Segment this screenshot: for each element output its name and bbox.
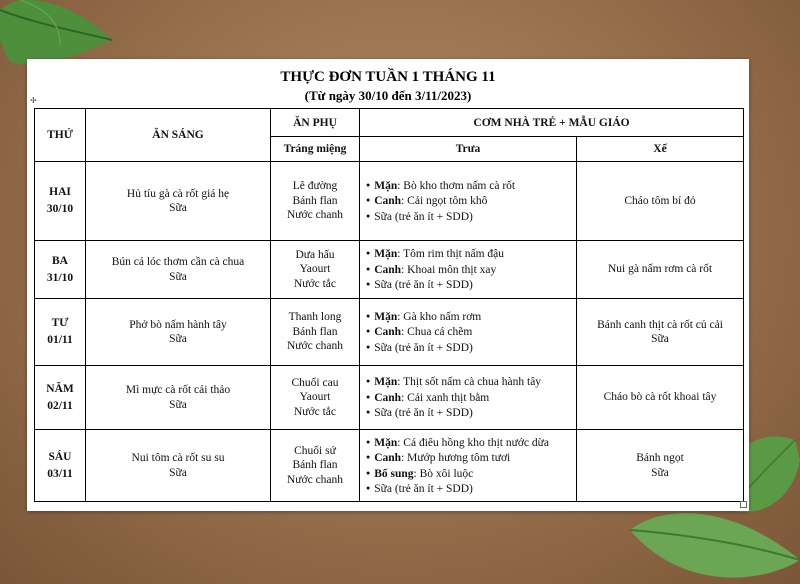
day-date: 01/11 (47, 334, 73, 346)
lunch-item-label: Canh (374, 195, 402, 208)
lunch-item-label: Mặn (374, 179, 398, 192)
menu-row (35, 299, 744, 366)
header-breakfast: ĂN SÁNG (86, 109, 271, 162)
lunch-item (366, 435, 572, 451)
cell-line: Bánh ngọt (636, 452, 684, 464)
lunch-item-text: : Khoai môn thịt xay (401, 263, 497, 276)
cell-line: Cháo bò cà rốt khoai tây (603, 391, 717, 404)
cell-line: Hủ tíu gà cà rốt giá hẹ (126, 187, 230, 200)
weekly-menu-table (34, 108, 744, 502)
day-day: HAI (49, 186, 71, 198)
breakfast-cell (86, 366, 271, 430)
afternoon-cell (577, 299, 744, 366)
day-day: SÁU (48, 450, 72, 463)
menu-row (35, 162, 744, 241)
cell-line: Bánh flan (292, 459, 338, 472)
day-cell (35, 430, 86, 502)
lunch-item-text: : Bò xôi luộc (413, 467, 474, 480)
lunch-item (366, 324, 572, 340)
day-day: NĂM (46, 382, 74, 395)
lunch-item (366, 209, 572, 225)
lunch-cell (360, 162, 577, 241)
lunch-cell (360, 366, 577, 430)
lunch-item-label: Canh (374, 326, 402, 339)
lunch-item (366, 466, 572, 482)
dessert-cell (271, 241, 360, 299)
lunch-item-text: : Cải xanh thịt bằm (401, 391, 490, 404)
cell-line: Sữa (169, 333, 187, 345)
header-main-meal: CƠM NHÀ TRẺ + MẪU GIÁO (360, 109, 744, 137)
cell-line: Phở bò nấm hành tây (129, 318, 227, 331)
cell-line: Nước chanh (286, 473, 344, 486)
cell-line: Sữa (651, 466, 669, 479)
cell-line: Nước chanh (286, 340, 344, 353)
lunch-item (366, 405, 572, 421)
lunch-item (366, 193, 572, 209)
lunch-item-text: Sữa (trẻ ăn ít + SDD) (374, 341, 473, 354)
day-cell (35, 241, 86, 299)
lunch-item-label: Mặn (374, 248, 398, 261)
day-day: TƯ (51, 317, 69, 329)
lunch-item (366, 481, 572, 497)
cell-line: Nui gà nấm rơm cà rốt (607, 263, 713, 276)
cell-line: Cháo tôm bí đỏ (624, 194, 696, 207)
afternoon-cell (577, 366, 744, 430)
menu-card (27, 59, 749, 511)
lunch-cell (360, 430, 577, 502)
lunch-item-label: Canh (374, 391, 402, 404)
header-afternoon: Xế (577, 137, 744, 162)
lunch-cell (360, 299, 577, 366)
lunch-item-text: Sữa (trẻ ăn ít + SDD) (374, 407, 473, 420)
header-snack: ĂN PHỤ (271, 109, 360, 137)
anchor-marker: ✢ (30, 96, 37, 105)
cell-line: Nước tắc (293, 277, 336, 290)
lunch-item (366, 309, 572, 325)
afternoon-cell (577, 241, 744, 299)
breakfast-cell (86, 241, 271, 299)
day-cell (35, 366, 86, 430)
day-date: 03/11 (47, 467, 73, 480)
menu-body (35, 162, 744, 502)
lunch-item-text: : Tôm rim thịt nấm đậu (397, 248, 505, 261)
header-lunch: Trưa (360, 137, 577, 162)
lunch-item-label: Canh (374, 263, 402, 276)
menu-title: THỰC ĐƠN TUẦN 1 THÁNG 11 (280, 69, 496, 85)
day-date: 30/10 (46, 203, 74, 215)
cell-line: Yaourt (299, 263, 331, 276)
dessert-cell (271, 430, 360, 502)
lunch-item-text: : Gà kho nấm rơm (397, 310, 482, 323)
lunch-item-text: : Thịt sốt nấm cà chua hành tây (397, 376, 542, 389)
cell-line: Sữa (651, 333, 669, 345)
dessert-cell (271, 162, 360, 241)
dessert-cell (271, 366, 360, 430)
header-day: THỨ (35, 109, 86, 162)
menu-row (35, 366, 744, 430)
menu-row (35, 430, 744, 502)
afternoon-cell (577, 430, 744, 502)
lunch-list (366, 309, 572, 356)
lunch-item-label: Mặn (374, 436, 398, 449)
lunch-item-text: : Mướp hương tôm tươi (401, 452, 511, 464)
header-dessert: Tráng miệng (271, 137, 360, 162)
lunch-item-text: Sữa (trẻ ăn ít + SDD) (374, 210, 473, 223)
cell-line: Sữa (169, 270, 187, 283)
cell-line: Lê đường (292, 180, 338, 193)
table-resize-handle (740, 501, 747, 508)
breakfast-cell (86, 299, 271, 366)
cell-line: Bún cá lóc thơm cần cà chua (111, 256, 245, 268)
cell-line: Mì mực cà rốt cải thảo (125, 384, 231, 396)
lunch-item-text: : Chua cá chẽm (401, 326, 473, 339)
cell-line: Nước tắc (293, 405, 336, 418)
cell-line: Sữa (169, 466, 187, 479)
lunch-item-text: : Cải ngọt tôm khô (401, 195, 488, 208)
lunch-item-text: : Bò kho thơm nấm cà rốt (397, 179, 516, 192)
day-date: 31/10 (46, 271, 74, 284)
breakfast-cell (86, 162, 271, 241)
menu-row (35, 241, 744, 299)
cell-line: Sữa (169, 202, 187, 214)
cell-line: Bánh flan (292, 194, 338, 207)
lunch-item-text: Sữa (trẻ ăn ít + SDD) (374, 279, 473, 292)
lunch-item (366, 390, 572, 406)
day-cell (35, 162, 86, 241)
lunch-item (366, 246, 572, 262)
lunch-item (366, 262, 572, 278)
afternoon-cell (577, 162, 744, 241)
lunch-list (366, 374, 572, 421)
cell-line: Yaourt (299, 391, 331, 404)
lunch-item-label: Bổ sung (374, 467, 414, 480)
cell-line: Bánh flan (292, 325, 338, 338)
lunch-item (366, 277, 572, 293)
dessert-cell (271, 299, 360, 366)
lunch-item (366, 178, 572, 194)
cell-line: Nước chanh (286, 209, 344, 222)
menu-subtitle: (Từ ngày 30/10 đến 3/11/2023) (304, 88, 472, 103)
day-cell (35, 299, 86, 366)
cell-line: Thanh long (288, 311, 342, 324)
day-day: BA (52, 254, 68, 267)
lunch-item-text: Sữa (trẻ ăn ít + SDD) (374, 483, 473, 495)
cell-line: Chuối cau (291, 376, 339, 389)
lunch-item-label: Mặn (374, 376, 398, 389)
lunch-list (366, 246, 572, 293)
lunch-item (366, 450, 572, 466)
lunch-cell (360, 241, 577, 299)
lunch-item (366, 340, 572, 356)
cell-line: Sữa (169, 398, 187, 411)
cell-line: Bánh canh thịt cà rốt củ cải (597, 318, 723, 331)
cell-line: Chuối sứ (294, 444, 336, 457)
lunch-item-label: Mặn (374, 310, 398, 323)
lunch-item (366, 374, 572, 390)
lunch-item-label: Canh (374, 452, 402, 464)
cell-line: Dưa hấu (295, 248, 335, 261)
lunch-list (366, 178, 572, 225)
day-date: 02/11 (47, 399, 73, 412)
cell-line: Nui tôm cà rốt su su (131, 452, 225, 464)
lunch-item-text: : Cá điêu hồng kho thịt nước dừa (397, 436, 549, 449)
lunch-list (366, 435, 572, 497)
breakfast-cell (86, 430, 271, 502)
